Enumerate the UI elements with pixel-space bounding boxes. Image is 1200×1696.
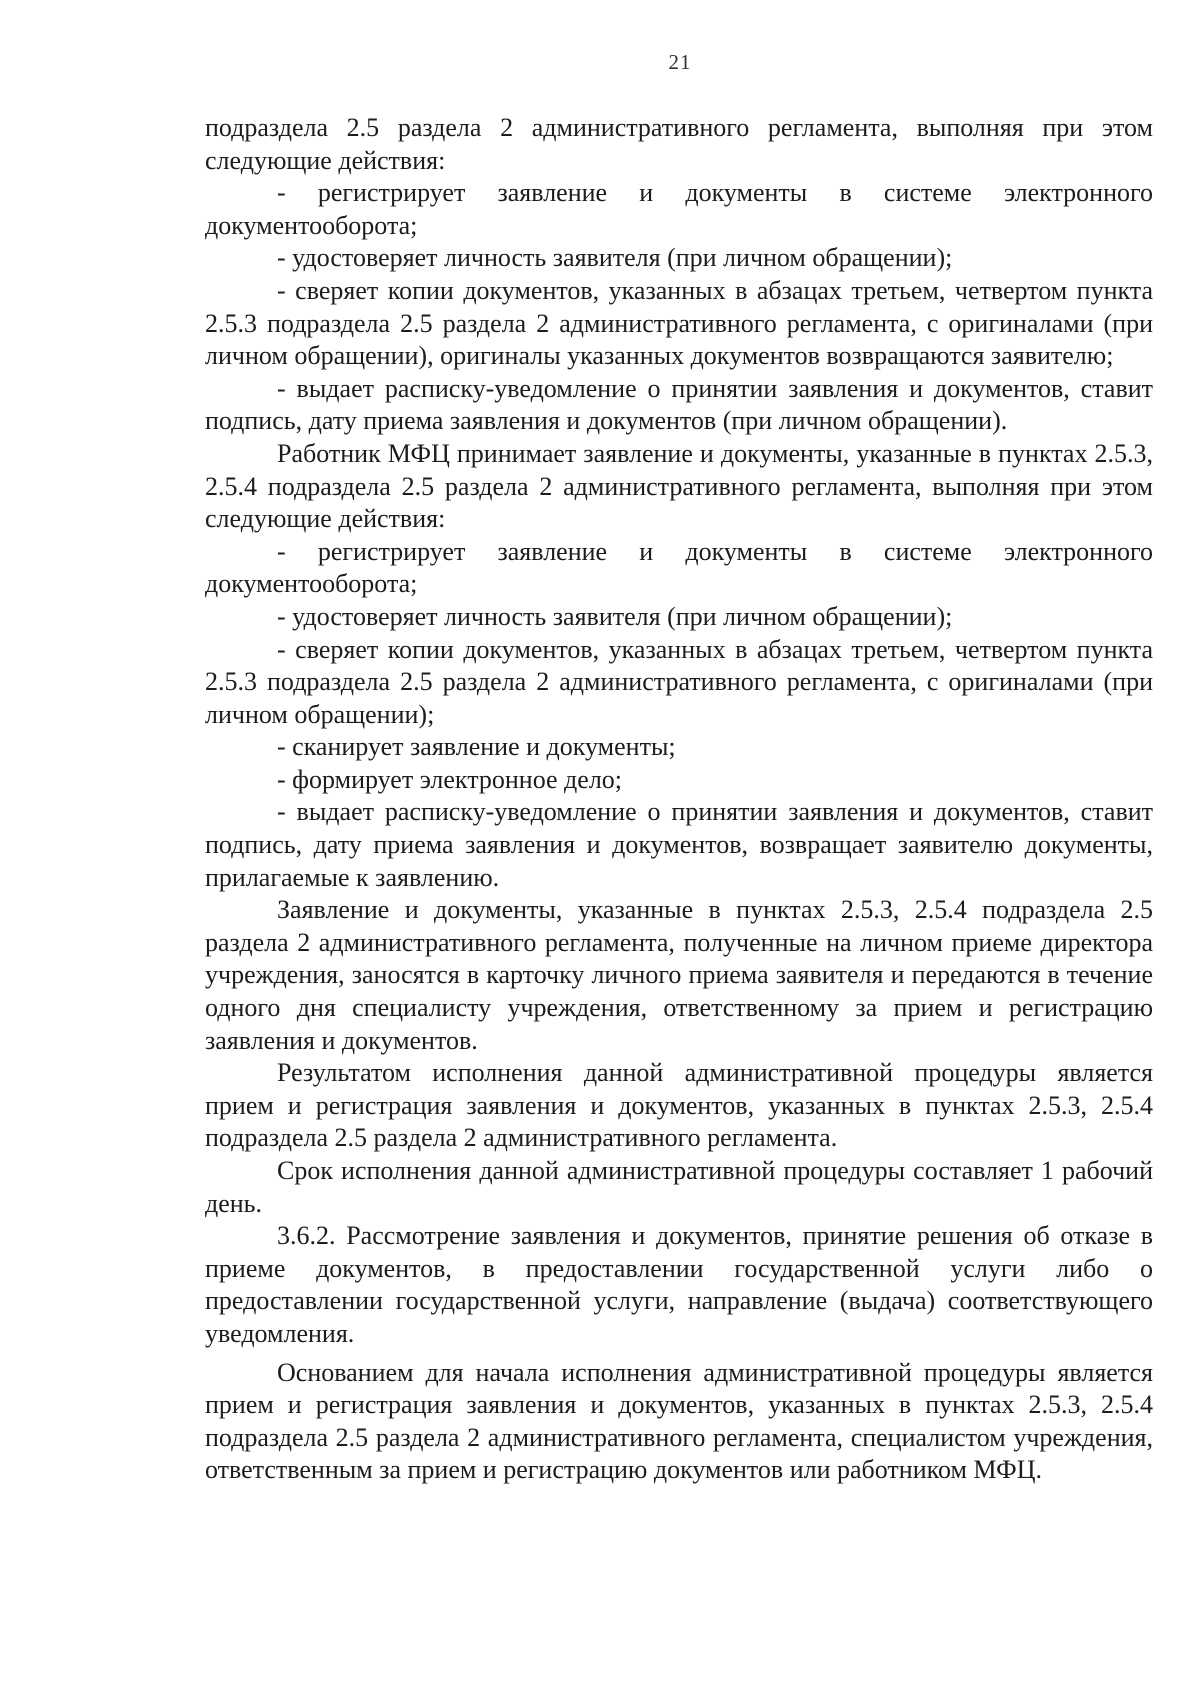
paragraph: Результатом исполнения данной административной процедуры является прием и регистрация заявления и документов, указанных в пунктах 2.5.3, 2.5.4 подраздела 2.5 раздела 2 административного регламента.	[205, 1058, 1153, 1153]
paragraph: - регистрирует заявление и документы в системе электронного документооборота;	[205, 178, 1153, 240]
paragraph: - формирует электронное дело;	[277, 764, 623, 794]
paragraph: - удостоверяет личность заявителя (при личном обращении);	[277, 243, 953, 273]
paragraph: - сверяет копии документов, указанных в абзацах третьем, четвертом пункта 2.5.3 подраздела 2.5 раздела 2 административного регламента, с оригиналами (при личном обращении);	[205, 634, 1153, 729]
paragraph: - сверяет копии документов, указанных в абзацах третьем, четвертом пункта 2.5.3 подраздела 2.5 раздела 2 административного регламента, с оригиналами (при личном обращении), оригиналы указанных документов возвращаются заявителю;	[205, 275, 1153, 371]
paragraph: - регистрирует заявление и документы в системе электронного документооборота;	[205, 536, 1153, 599]
paragraph: - сканирует заявление и документы;	[277, 732, 676, 762]
paragraph: Основанием для начала исполнения административной процедуры является прием и регистрация заявления и документов, указанных в пунктах 2.5.3, 2.5.4 подраздела 2.5 раздела 2 административного регламента, специалистом учреждения, ответственным за прием и регистрацию документов или работником МФЦ.	[205, 1357, 1153, 1485]
paragraph: - выдает расписку-уведомление о принятии заявления и документов, ставит подпись, дату приема заявления и документов, возвращает заявителю документы, прилагаемые к заявлению.	[205, 797, 1153, 892]
paragraph: Заявление и документы, указанные в пунктах 2.5.3, 2.5.4 подраздела 2.5 раздела 2 административного регламента, полученные на личном приеме директора учреждения, заносятся в карточку личного приема заявителя и передаются в течение одного дня специалисту учреждения, ответственному за прием и регистрацию заявления и документов.	[205, 895, 1153, 1055]
paragraph: Срок исполнения данной административной процедуры составляет 1 рабочий день.	[205, 1156, 1153, 1218]
paragraph: 3.6.2. Рассмотрение заявления и документов, принятие решения об отказе в приеме документов, в предоставлении государственной услуги либо о предоставлении государственной услуги, направление (выдача) соответствующего уведомления.	[205, 1221, 1153, 1348]
paragraph: подраздела 2.5 раздела 2 административного регламента, выполняя при этом следующие действия:	[205, 113, 1153, 175]
document-body	[205, 112, 1153, 1487]
paragraph: - выдает расписку-уведомление о принятии заявления и документов, ставит подпись, дату приема заявления и документов (при личном обращении).	[205, 373, 1153, 436]
paragraph: - удостоверяет личность заявителя (при личном обращении);	[277, 601, 953, 631]
paragraph: Работник МФЦ принимает заявление и документы, указанные в пунктах 2.5.3, 2.5.4 подраздела 2.5 раздела 2 административного регламента, выполняя при этом следующие действия:	[205, 438, 1153, 534]
page-number: 21	[668, 50, 692, 74]
